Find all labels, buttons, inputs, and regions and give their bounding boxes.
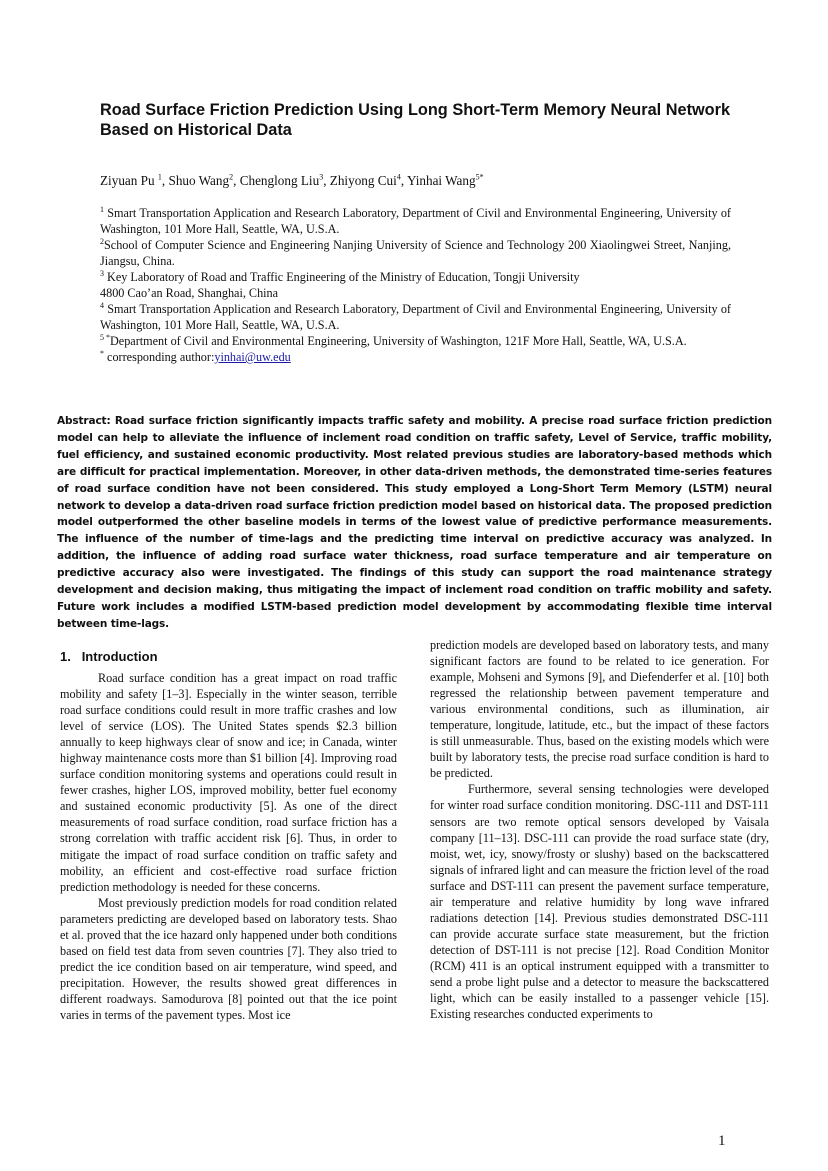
section-heading [60,649,397,665]
affiliation-4 [100,301,731,333]
affiliation-text: Key Laboratory of Road and Traffic Engineering of the Ministry of Education, Tongji University [107,270,580,284]
right-column [430,637,769,1022]
affiliation-sup: 4 [100,300,104,310]
paper-title: Road Surface Friction Prediction Using Long Short-Term Memory Neural Network Based on Historical Data [100,101,730,139]
author-sup: 5* [475,172,484,182]
author-sup: 4 [396,172,401,182]
author-name: Shuo Wang [168,173,230,188]
affiliation-text: School of Computer Science and Engineering Nanjing University of Science and Technology 200 Xiaolingwei Street, Nanjing, Jiangsu, China. [100,238,731,268]
corresponding-author [100,349,731,365]
affiliation-3 [100,269,731,301]
affiliation-5 [100,333,731,349]
author-name: Zhiyong Cui [329,173,397,188]
affiliation-address: 4800 Cao’an Road, Shanghai, China [100,286,279,300]
affiliation-2 [100,237,731,269]
corresponding-label: corresponding author: [104,350,215,364]
affiliation-text: Smart Transportation Application and Research Laboratory, Department of Civil and Environmental Engineering, University of Washington, 101 More Hall, Seattle, WA, U.S.A. [100,302,731,332]
author-name: Chenglong Liu [239,173,320,188]
page-number: 1 [718,1133,726,1149]
abstract [57,413,772,633]
affiliation-1 [100,205,731,237]
body-paragraph: Furthermore, several sensing technologies were developed for winter road surface condition monitoring. DSC-111 and DST-111 sensors are two remote optical sensors developed by Vaisala company [11–13]. DSC-111 can provide the road surface state (dry, moist, wet, icy, snowy/frosty or slushy) based on the backscattered signals of infrared light and can measure the friction level of the road surface and DST-111 can present the pavement surface temperature, air temperature and relative humidity by long wave infrared radiations detection [14]. Previous studies demonstrated DSC-111 can provide accurate surface state measurement, but the friction detection of DST-111 is not precise [12]. Road Condition Monitor (RCM) 411 is an optical instrument equipped with a transmitter to send a probe light pulse and a detector to measure the backscattered light, which can be easily installed to a passenger vehicle [15]. Existing researches conducted experiments to [430,782,769,1022]
author-name: Yinhai Wang [406,173,476,188]
affiliation-sup: 2 [100,236,104,246]
body-paragraph: Most previously prediction models for road condition related parameters predicting are developed based on laboratory tests. Shao et al. proved that the ice hazard only happened under both conditions based on field test data from seven countries [7]. They also tried to predict the ice condition based on air temperature, wind speed, and precipitation. However, the results showed great differences in different roadways. Samodurova [8] pointed out that the ice point varies in terms of the pavement types. Most ice [60,895,397,1022]
body-paragraph: prediction models are developed based on laboratory tests, and many significant factors are found to be related to ice generation. For example, Mohseni and Symons [9], and Diefenderfer et al. [10] both regressed the relationship between pavement temperature and various environmental conditions, such as illumination, air temperature, longitude, latitude, etc., but the impact of these factors is still unmeasurable. Thus, based on the existing models which were built by laboratory tests, the precise road surface condition is hard to be predicted. [430,638,769,781]
affiliation-text: Smart Transportation Application and Research Laboratory, Department of Civil and Environmental Engineering, University of Washington, 101 More Hall, Seattle, WA, U.S.A. [100,206,731,236]
affiliation-sup: 1 [100,204,104,214]
author-name: Ziyuan Pu [100,173,155,188]
affiliation-sup: 3 [100,268,104,278]
author-sup: 1 [157,172,162,182]
abstract-label: Abstract: [57,415,111,427]
abstract-text: Road surface friction significantly impacts traffic safety and mobility. A precise road surface friction prediction model can help to alleviate the influence of inclement road condition on traffic safety, Level of Service, traffic mobility, fuel efficiency, and sustained economic productivity. Most related previous studies are laboratory-based methods which are difficult for practical implementation. Moreover, in other data-driven methods, the demonstrated time-series features of road surface condition have not been considered. This study employed a Long-Short Term Memory (LSTM) neural network to develop a data-driven road surface friction prediction model based on historical data. The proposed prediction model outperformed the other baseline models in terms of the lowest value of predictive performance measurements. The influence of the number of time-lags and the predicting time interval on predictive accuracy was analyzed. In addition, the influence of adding road surface water thickness, road surface temperature and air temperature on predictive accuracy also were investigated. The findings of this study can support the road maintenance strategy development and decision making, thus mitigating the impact of inclement road condition on traffic mobility and safety. Future work includes a modified LSTM-based prediction model development by accommodating flexible time interval between time-lags. [57,415,772,630]
section-title: Introduction [81,649,158,664]
body-paragraph: Road surface condition has a great impact on road traffic mobility and safety [1–3]. Especially in the winter season, terrible road surface conditions could result in more traffic crashes and low level of service (LOS). The United States spends $2.3 billion annually to keep highways clear of snow and ice; in Canada, winter highway maintenance costs more than $1 billion [4]. Improving road surface condition monitoring systems and operations could result in fewer crashes, higher LOS, improved mobility, better fuel economy and sustained economic productivity [5]. As one of the direct measurements of road surface condition, road surface friction has a strong correlation with traffic accident risk [6]. Thus, in order to mitigate the impact of road surface condition on traffic safety and mobility, an efficient and cost-effective road surface friction prediction methodology is needed for these concerns. [60,671,397,894]
section-number: 1. [60,649,71,664]
corresponding-sup: * [100,348,104,358]
author-sup: 3 [319,172,324,182]
affiliations [100,205,731,365]
affiliation-text: Department of Civil and Environmental Engineering, University of Washington, 121F More Hall, Seattle, WA, U.S.A. [110,334,687,348]
author-list: Ziyuan Pu $^1$, Shuo Wang$^2$, Chenglong Liu$^3$, Zhiyong Cui$^4$, Yinhai Wang$^{5*}$ [100,172,484,188]
left-column [60,638,397,1023]
corresponding-email-link[interactable]: yinhai@uw.edu [214,350,291,364]
affiliation-sup: 5 * [100,332,110,342]
author-sup: 2 [229,172,234,182]
